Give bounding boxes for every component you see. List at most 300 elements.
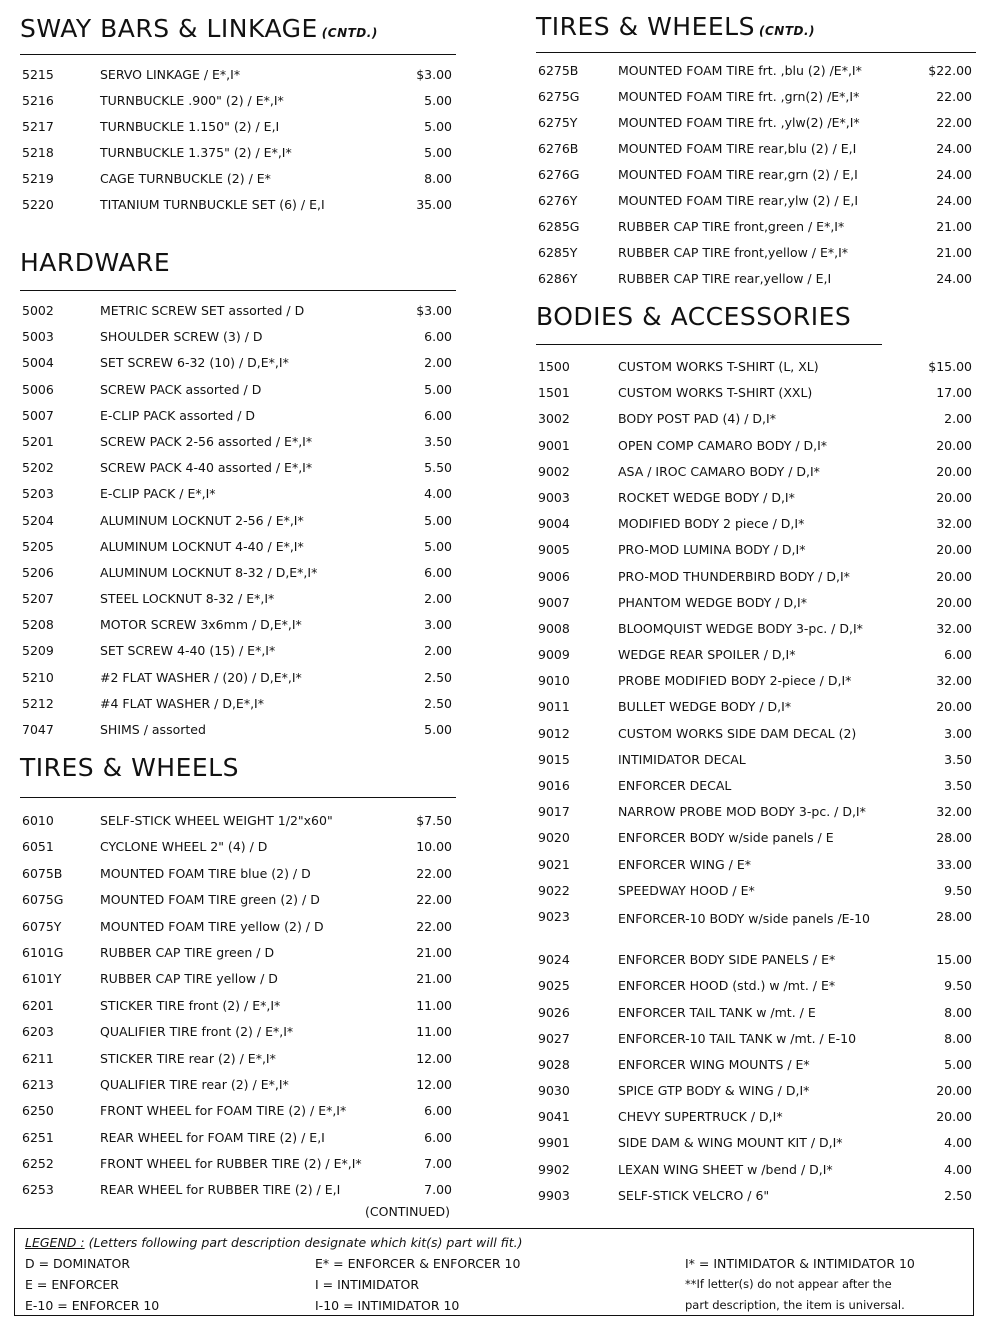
part-description: MOUNTED FOAM TIRE rear,blu (2) / E,I bbox=[618, 141, 857, 156]
part-number: 6010 bbox=[22, 813, 54, 828]
part-row bbox=[20, 145, 456, 171]
part-price: 32.00 bbox=[936, 804, 972, 820]
part-price: 32.00 bbox=[936, 620, 972, 636]
part-description: SIDE DAM & WING MOUNT KIT / D,I* bbox=[618, 1135, 843, 1151]
part-row bbox=[20, 197, 456, 223]
part-price: $3.00 bbox=[416, 303, 452, 318]
part-list bbox=[20, 303, 456, 748]
part-price: 32.00 bbox=[936, 516, 972, 532]
part-number: 9021 bbox=[538, 856, 570, 872]
part-price: 2.00 bbox=[944, 411, 972, 427]
part-row bbox=[536, 1057, 976, 1083]
part-price: 10.00 bbox=[416, 839, 452, 855]
part-number: 9008 bbox=[538, 620, 570, 636]
part-price: $22.00 bbox=[928, 63, 972, 78]
part-number: 9025 bbox=[538, 978, 570, 994]
part-price: 32.00 bbox=[936, 673, 972, 689]
part-number: 9010 bbox=[538, 673, 570, 689]
part-price: 21.00 bbox=[936, 219, 972, 234]
part-description: MOUNTED FOAM TIRE rear,ylw (2) / E,I bbox=[618, 193, 859, 208]
part-price: 20.00 bbox=[936, 1109, 972, 1125]
part-description: MOTOR SCREW 3x6mm / D,E*,I* bbox=[100, 617, 302, 633]
part-number: 6285G bbox=[538, 219, 580, 234]
part-description: MOUNTED FOAM TIRE rear,grn (2) / E,I bbox=[618, 167, 858, 182]
part-description: QUALIFIER TIRE rear (2) / E*,I* bbox=[100, 1076, 289, 1092]
part-description: SPICE GTP BODY & WING / D,I* bbox=[618, 1083, 810, 1099]
part-number: 9020 bbox=[538, 830, 570, 846]
part-row bbox=[536, 1109, 976, 1135]
part-number: 9041 bbox=[538, 1109, 570, 1125]
part-price: 2.00 bbox=[424, 355, 452, 371]
part-price: 9.50 bbox=[944, 978, 972, 994]
part-price: 2.50 bbox=[424, 669, 452, 685]
part-number: 9012 bbox=[538, 725, 570, 741]
part-price: 11.00 bbox=[416, 997, 452, 1013]
tires-wheels-cntd-section bbox=[536, 10, 976, 297]
part-number: 6203 bbox=[22, 1024, 54, 1040]
part-row bbox=[536, 1188, 976, 1214]
part-row bbox=[20, 408, 456, 434]
part-number: 5220 bbox=[22, 197, 54, 212]
part-number: 9003 bbox=[538, 489, 570, 505]
legend-title: LEGEND : bbox=[25, 1235, 85, 1250]
part-price: 5.00 bbox=[424, 119, 452, 134]
part-number: 5212 bbox=[22, 695, 54, 711]
part-description: SCREW PACK 2-56 assorted / E*,I* bbox=[100, 433, 313, 449]
part-price: 2.50 bbox=[944, 1187, 972, 1203]
part-number: 9901 bbox=[538, 1135, 570, 1151]
part-price: 20.00 bbox=[936, 489, 972, 505]
part-description: STICKER TIRE rear (2) / E*,I* bbox=[100, 1050, 276, 1066]
part-price: 21.00 bbox=[936, 245, 972, 260]
part-row bbox=[536, 193, 976, 219]
part-description: TURNBUCKLE 1.150" (2) / E,I bbox=[100, 119, 280, 134]
part-number: 1501 bbox=[538, 385, 570, 401]
part-description: ASA / IROC CAMARO BODY / D,I* bbox=[618, 463, 820, 479]
part-price: 17.00 bbox=[936, 385, 972, 401]
part-number: 6275G bbox=[538, 89, 580, 104]
part-price: 20.00 bbox=[936, 437, 972, 453]
part-row bbox=[20, 839, 456, 865]
part-description: PRO-MOD THUNDERBIRD BODY / D,I* bbox=[618, 568, 850, 584]
part-number: 6276G bbox=[538, 167, 580, 182]
part-number: 9024 bbox=[538, 952, 570, 968]
part-price: 5.00 bbox=[424, 538, 452, 554]
sway-bars-section bbox=[20, 12, 456, 223]
part-price: 20.00 bbox=[936, 568, 972, 584]
part-number: 9002 bbox=[538, 463, 570, 479]
part-description: ALUMINUM LOCKNUT 4-40 / E*,I* bbox=[100, 538, 304, 554]
part-description: STICKER TIRE front (2) / E*,I* bbox=[100, 997, 281, 1013]
part-description: STEEL LOCKNUT 8-32 / E*,I* bbox=[100, 591, 275, 607]
part-price: 2.50 bbox=[424, 695, 452, 711]
part-description: SET SCREW 6-32 (10) / D,E*,I* bbox=[100, 355, 289, 371]
part-price: 28.00 bbox=[936, 908, 972, 924]
part-price: 15.00 bbox=[936, 952, 972, 968]
part-row bbox=[20, 303, 456, 329]
part-price: 5.00 bbox=[424, 722, 452, 737]
part-row bbox=[536, 385, 976, 411]
part-price: 21.00 bbox=[416, 944, 452, 960]
part-number: 5203 bbox=[22, 486, 54, 502]
part-number: 5206 bbox=[22, 564, 54, 580]
part-row bbox=[20, 382, 456, 408]
part-price: $3.00 bbox=[416, 67, 452, 82]
part-row bbox=[536, 952, 976, 978]
legend-enforcer: E = ENFORCER bbox=[25, 1277, 119, 1292]
part-description: ENFORCER BODY w/side panels / E bbox=[618, 830, 834, 846]
part-description: SHIMS / assorted bbox=[100, 722, 206, 737]
part-description: ENFORCER HOOD (std.) w /mt. / E* bbox=[618, 978, 836, 994]
part-price: 4.00 bbox=[944, 1161, 972, 1177]
part-description: ROCKET WEDGE BODY / D,I* bbox=[618, 489, 795, 505]
part-row bbox=[536, 978, 976, 1004]
part-number: 6275Y bbox=[538, 115, 578, 130]
part-list bbox=[536, 359, 976, 1214]
section-title: TIRES & WHEELS (CNTD.) bbox=[536, 12, 816, 41]
part-description: MOUNTED FOAM TIRE green (2) / D bbox=[100, 892, 320, 908]
part-row bbox=[536, 271, 976, 297]
legend-universal-note: **If letter(s) do not appear after the bbox=[685, 1277, 892, 1291]
part-price: 12.00 bbox=[416, 1076, 452, 1092]
hardware-section bbox=[20, 246, 456, 748]
divider bbox=[536, 344, 882, 345]
part-number: 5207 bbox=[22, 591, 54, 607]
section-title: HARDWARE bbox=[20, 248, 171, 277]
part-description: SPEEDWAY HOOD / E* bbox=[618, 882, 755, 898]
divider bbox=[20, 54, 456, 55]
part-price: 22.00 bbox=[416, 865, 452, 881]
part-row bbox=[20, 892, 456, 918]
part-description: PRO-MOD LUMINA BODY / D,I* bbox=[618, 542, 806, 558]
part-price: 12.00 bbox=[416, 1050, 452, 1066]
part-number: 5217 bbox=[22, 119, 54, 134]
part-description: ENFORCER DECAL bbox=[618, 778, 732, 793]
part-price: 5.00 bbox=[424, 381, 452, 397]
part-description: REAR WHEEL for FOAM TIRE (2) / E,I bbox=[100, 1129, 325, 1145]
part-description: SELF-STICK WHEEL WEIGHT 1/2"x60" bbox=[100, 813, 333, 828]
section-title: TIRES & WHEELS bbox=[20, 753, 239, 782]
part-row bbox=[20, 565, 456, 591]
part-number: 9903 bbox=[538, 1187, 570, 1203]
part-price: 6.00 bbox=[424, 564, 452, 580]
part-price: 6.00 bbox=[424, 407, 452, 423]
section-title: BODIES & ACCESSORIES bbox=[536, 302, 852, 331]
part-price: 2.00 bbox=[424, 591, 452, 607]
part-row bbox=[20, 460, 456, 486]
part-number: 9027 bbox=[538, 1030, 570, 1046]
part-price: 22.00 bbox=[936, 115, 972, 130]
part-description: BODY POST PAD (4) / D,I* bbox=[618, 411, 776, 427]
part-description: SCREW PACK assorted / D bbox=[100, 381, 262, 397]
part-price: 11.00 bbox=[416, 1024, 452, 1040]
part-number: 9030 bbox=[538, 1083, 570, 1099]
part-price: 4.00 bbox=[944, 1135, 972, 1151]
part-price: 5.00 bbox=[424, 145, 452, 160]
part-number: 5007 bbox=[22, 407, 54, 423]
part-row bbox=[536, 411, 976, 437]
legend-intimidator: I = INTIMIDATOR bbox=[315, 1277, 420, 1292]
part-row bbox=[536, 830, 976, 856]
part-description: ENFORCER-10 TAIL TANK w /mt. / E-10 bbox=[618, 1030, 857, 1046]
legend-dominator: D = DOMINATOR bbox=[25, 1256, 131, 1271]
part-number: 9001 bbox=[538, 437, 570, 453]
part-description: SERVO LINKAGE / E*,I* bbox=[100, 67, 241, 82]
legend-enforcer-10: E-10 = ENFORCER 10 bbox=[25, 1298, 160, 1313]
part-price: 9.50 bbox=[944, 882, 972, 898]
legend-box bbox=[14, 1228, 974, 1316]
part-description: ALUMINUM LOCKNUT 8-32 / D,E*,I* bbox=[100, 564, 318, 580]
part-price: 2.00 bbox=[424, 643, 452, 659]
part-row bbox=[20, 945, 456, 971]
part-number: 9011 bbox=[538, 699, 570, 715]
part-row bbox=[536, 647, 976, 673]
part-price: 21.00 bbox=[416, 971, 452, 987]
part-number: 5004 bbox=[22, 355, 54, 371]
part-number: 9009 bbox=[538, 647, 570, 663]
part-row bbox=[536, 516, 976, 542]
part-description: CHEVY SUPERTRUCK / D,I* bbox=[618, 1109, 783, 1125]
part-description: ENFORCER WING MOUNTS / E* bbox=[618, 1056, 810, 1072]
part-description: TITANIUM TURNBUCKLE SET (6) / E,I bbox=[100, 197, 325, 212]
part-price: 8.00 bbox=[944, 1004, 972, 1020]
part-row bbox=[20, 355, 456, 381]
part-row bbox=[536, 167, 976, 193]
part-number: 6276B bbox=[538, 141, 579, 156]
part-number: 6201 bbox=[22, 997, 54, 1013]
part-description: MOUNTED FOAM TIRE frt. ,ylw(2) /E*,I* bbox=[618, 115, 860, 130]
part-number: 1500 bbox=[538, 359, 570, 374]
part-number: 6286Y bbox=[538, 271, 578, 286]
part-description: SET SCREW 4-40 (15) / E*,I* bbox=[100, 643, 276, 659]
part-number: 5209 bbox=[22, 643, 54, 659]
part-description: CAGE TURNBUCKLE (2) / E* bbox=[100, 171, 271, 186]
part-number: 6252 bbox=[22, 1156, 54, 1172]
legend-universal-note-2: part description, the item is universal. bbox=[685, 1298, 905, 1312]
part-price: 6.00 bbox=[424, 1129, 452, 1145]
part-row bbox=[536, 1005, 976, 1031]
part-description: PHANTOM WEDGE BODY / D,I* bbox=[618, 594, 807, 610]
part-row bbox=[20, 866, 456, 892]
part-row bbox=[536, 1135, 976, 1161]
legend-enforcer-star: E* = ENFORCER & ENFORCER 10 bbox=[315, 1256, 521, 1271]
part-row bbox=[20, 513, 456, 539]
part-row bbox=[536, 89, 976, 115]
part-description: #4 FLAT WASHER / D,E*,I* bbox=[100, 695, 264, 711]
part-number: 7047 bbox=[22, 722, 54, 737]
part-number: 6075B bbox=[22, 865, 63, 881]
part-number: 5006 bbox=[22, 381, 54, 397]
part-description: SELF-STICK VELCRO / 6" bbox=[618, 1187, 770, 1203]
part-row bbox=[20, 171, 456, 197]
part-description: TURNBUCKLE 1.375" (2) / E*,I* bbox=[100, 145, 292, 160]
part-description: RUBBER CAP TIRE front,green / E*,I* bbox=[618, 219, 845, 234]
part-description: PROBE MODIFIED BODY 2-piece / D,I* bbox=[618, 673, 852, 689]
part-row bbox=[536, 909, 976, 952]
legend-intimidator-star: I* = INTIMIDATOR & INTIMIDATOR 10 bbox=[685, 1256, 915, 1271]
part-description: METRIC SCREW SET assorted / D bbox=[100, 303, 305, 318]
part-price: 5.50 bbox=[424, 460, 452, 476]
part-row bbox=[536, 464, 976, 490]
part-number: 6275B bbox=[538, 63, 579, 78]
legend-intimidator-10: I-10 = INTIMIDATOR 10 bbox=[315, 1298, 460, 1313]
part-row bbox=[20, 539, 456, 565]
part-row bbox=[20, 1051, 456, 1077]
part-number: 9007 bbox=[538, 594, 570, 610]
part-number: 6211 bbox=[22, 1050, 54, 1066]
part-description: FRONT WHEEL for FOAM TIRE (2) / E*,I* bbox=[100, 1103, 347, 1119]
part-number: 5208 bbox=[22, 617, 54, 633]
part-row bbox=[536, 245, 976, 271]
part-description: BULLET WEDGE BODY / D,I* bbox=[618, 699, 792, 715]
part-number: 9902 bbox=[538, 1161, 570, 1177]
part-number: 9017 bbox=[538, 804, 570, 820]
part-description: MOUNTED FOAM TIRE frt. ,blu (2) /E*,I* bbox=[618, 63, 862, 78]
part-row bbox=[20, 591, 456, 617]
part-description: WEDGE REAR SPOILER / D,I* bbox=[618, 647, 796, 663]
part-number: 6251 bbox=[22, 1129, 54, 1145]
part-number: 5201 bbox=[22, 433, 54, 449]
part-description: CUSTOM WORKS SIDE DAM DECAL (2) bbox=[618, 725, 857, 741]
part-number: 6250 bbox=[22, 1103, 54, 1119]
part-row bbox=[536, 63, 976, 89]
part-row bbox=[20, 813, 456, 839]
part-row bbox=[536, 115, 976, 141]
part-number: 6101G bbox=[22, 944, 64, 960]
part-price: 3.00 bbox=[424, 617, 452, 633]
part-row bbox=[20, 1130, 456, 1156]
part-list bbox=[20, 67, 456, 223]
part-price: 24.00 bbox=[936, 167, 972, 182]
part-description: CUSTOM WORKS T-SHIRT (XXL) bbox=[618, 385, 813, 401]
part-description: SCREW PACK 4-40 assorted / E*,I* bbox=[100, 460, 313, 476]
part-description: CUSTOM WORKS T-SHIRT (L, XL) bbox=[618, 359, 819, 374]
part-price: 5.00 bbox=[944, 1056, 972, 1072]
part-description: MOUNTED FOAM TIRE yellow (2) / D bbox=[100, 918, 324, 934]
section-title: SWAY BARS & LINKAGE (CNTD.) bbox=[20, 14, 378, 43]
part-description: QUALIFIER TIRE front (2) / E*,I* bbox=[100, 1024, 294, 1040]
part-row bbox=[20, 1156, 456, 1182]
part-number: 5218 bbox=[22, 145, 54, 160]
part-price: 20.00 bbox=[936, 542, 972, 558]
part-number: 9028 bbox=[538, 1056, 570, 1072]
part-price: 22.00 bbox=[936, 89, 972, 104]
part-number: 6075Y bbox=[22, 918, 62, 934]
part-price: 7.00 bbox=[424, 1156, 452, 1172]
tires-wheels-section bbox=[20, 751, 456, 1209]
part-row bbox=[536, 726, 976, 752]
part-description: CYCLONE WHEEL 2" (4) / D bbox=[100, 839, 268, 855]
part-number: 6101Y bbox=[22, 971, 62, 987]
part-row bbox=[20, 696, 456, 722]
part-number: 5204 bbox=[22, 512, 54, 528]
part-description: ENFORCER BODY SIDE PANELS / E* bbox=[618, 952, 836, 968]
part-number: 6051 bbox=[22, 839, 54, 855]
part-price: 7.00 bbox=[424, 1182, 452, 1198]
part-price: 5.00 bbox=[424, 512, 452, 528]
part-price: 3.00 bbox=[944, 725, 972, 741]
continued-note: (CONTINUED) bbox=[365, 1204, 451, 1219]
part-row bbox=[536, 438, 976, 464]
part-number: 9023 bbox=[538, 908, 570, 924]
part-number: 9015 bbox=[538, 751, 570, 767]
part-price: 24.00 bbox=[936, 141, 972, 156]
part-price: $7.50 bbox=[416, 813, 452, 828]
part-description: INTIMIDATOR DECAL bbox=[618, 751, 746, 767]
part-description: RUBBER CAP TIRE rear,yellow / E,I bbox=[618, 271, 832, 286]
part-price: 20.00 bbox=[936, 463, 972, 479]
part-row bbox=[20, 1024, 456, 1050]
part-number: 5215 bbox=[22, 67, 54, 82]
part-row bbox=[20, 1103, 456, 1129]
part-row bbox=[20, 1077, 456, 1103]
part-price: 3.50 bbox=[424, 433, 452, 449]
part-description: RUBBER CAP TIRE yellow / D bbox=[100, 971, 278, 987]
part-number: 6285Y bbox=[538, 245, 578, 260]
part-price: 5.00 bbox=[424, 93, 452, 108]
part-row bbox=[536, 490, 976, 516]
part-row bbox=[536, 1162, 976, 1188]
part-description: ENFORCER-10 BODY w/side panels /E-10 bbox=[618, 910, 870, 926]
part-description: OPEN COMP CAMARO BODY / D,I* bbox=[618, 437, 828, 453]
part-price: 24.00 bbox=[936, 193, 972, 208]
part-price: 6.00 bbox=[424, 329, 452, 345]
part-description: LEXAN WING SHEET w /bend / D,I* bbox=[618, 1161, 833, 1177]
part-number: 9004 bbox=[538, 516, 570, 532]
part-row bbox=[20, 617, 456, 643]
part-row bbox=[20, 919, 456, 945]
part-price: 24.00 bbox=[936, 271, 972, 286]
part-description: E-CLIP PACK / E*,I* bbox=[100, 486, 216, 502]
part-price: 8.00 bbox=[424, 171, 452, 186]
part-number: 9006 bbox=[538, 568, 570, 584]
part-number: 6075G bbox=[22, 892, 64, 908]
part-row bbox=[20, 670, 456, 696]
part-number: 9022 bbox=[538, 882, 570, 898]
part-number: 5205 bbox=[22, 538, 54, 554]
part-description: RUBBER CAP TIRE green / D bbox=[100, 944, 275, 960]
divider bbox=[20, 797, 456, 798]
part-price: 20.00 bbox=[936, 699, 972, 715]
part-number: 9026 bbox=[538, 1004, 570, 1020]
part-row bbox=[536, 673, 976, 699]
divider bbox=[20, 290, 456, 291]
part-row bbox=[20, 93, 456, 119]
part-description: E-CLIP PACK assorted / D bbox=[100, 407, 256, 423]
part-description: MODIFIED BODY 2 piece / D,I* bbox=[618, 516, 805, 532]
part-price: 33.00 bbox=[936, 856, 972, 872]
part-number: 5219 bbox=[22, 171, 54, 186]
part-row bbox=[20, 434, 456, 460]
part-row bbox=[536, 699, 976, 725]
part-row bbox=[536, 1031, 976, 1057]
part-description: MOUNTED FOAM TIRE blue (2) / D bbox=[100, 865, 311, 881]
part-row bbox=[20, 67, 456, 93]
part-description: ENFORCER TAIL TANK w /mt. / E bbox=[618, 1004, 816, 1020]
part-row bbox=[20, 971, 456, 997]
part-row bbox=[536, 804, 976, 830]
part-row bbox=[536, 141, 976, 167]
part-row bbox=[536, 595, 976, 621]
part-price: 6.00 bbox=[944, 647, 972, 663]
part-description: ENFORCER WING / E* bbox=[618, 856, 752, 872]
part-price: $15.00 bbox=[928, 359, 972, 374]
part-row bbox=[20, 119, 456, 145]
part-description: RUBBER CAP TIRE front,yellow / E*,I* bbox=[618, 245, 849, 260]
part-list bbox=[536, 63, 976, 297]
part-row bbox=[536, 1083, 976, 1109]
part-price: 20.00 bbox=[936, 594, 972, 610]
